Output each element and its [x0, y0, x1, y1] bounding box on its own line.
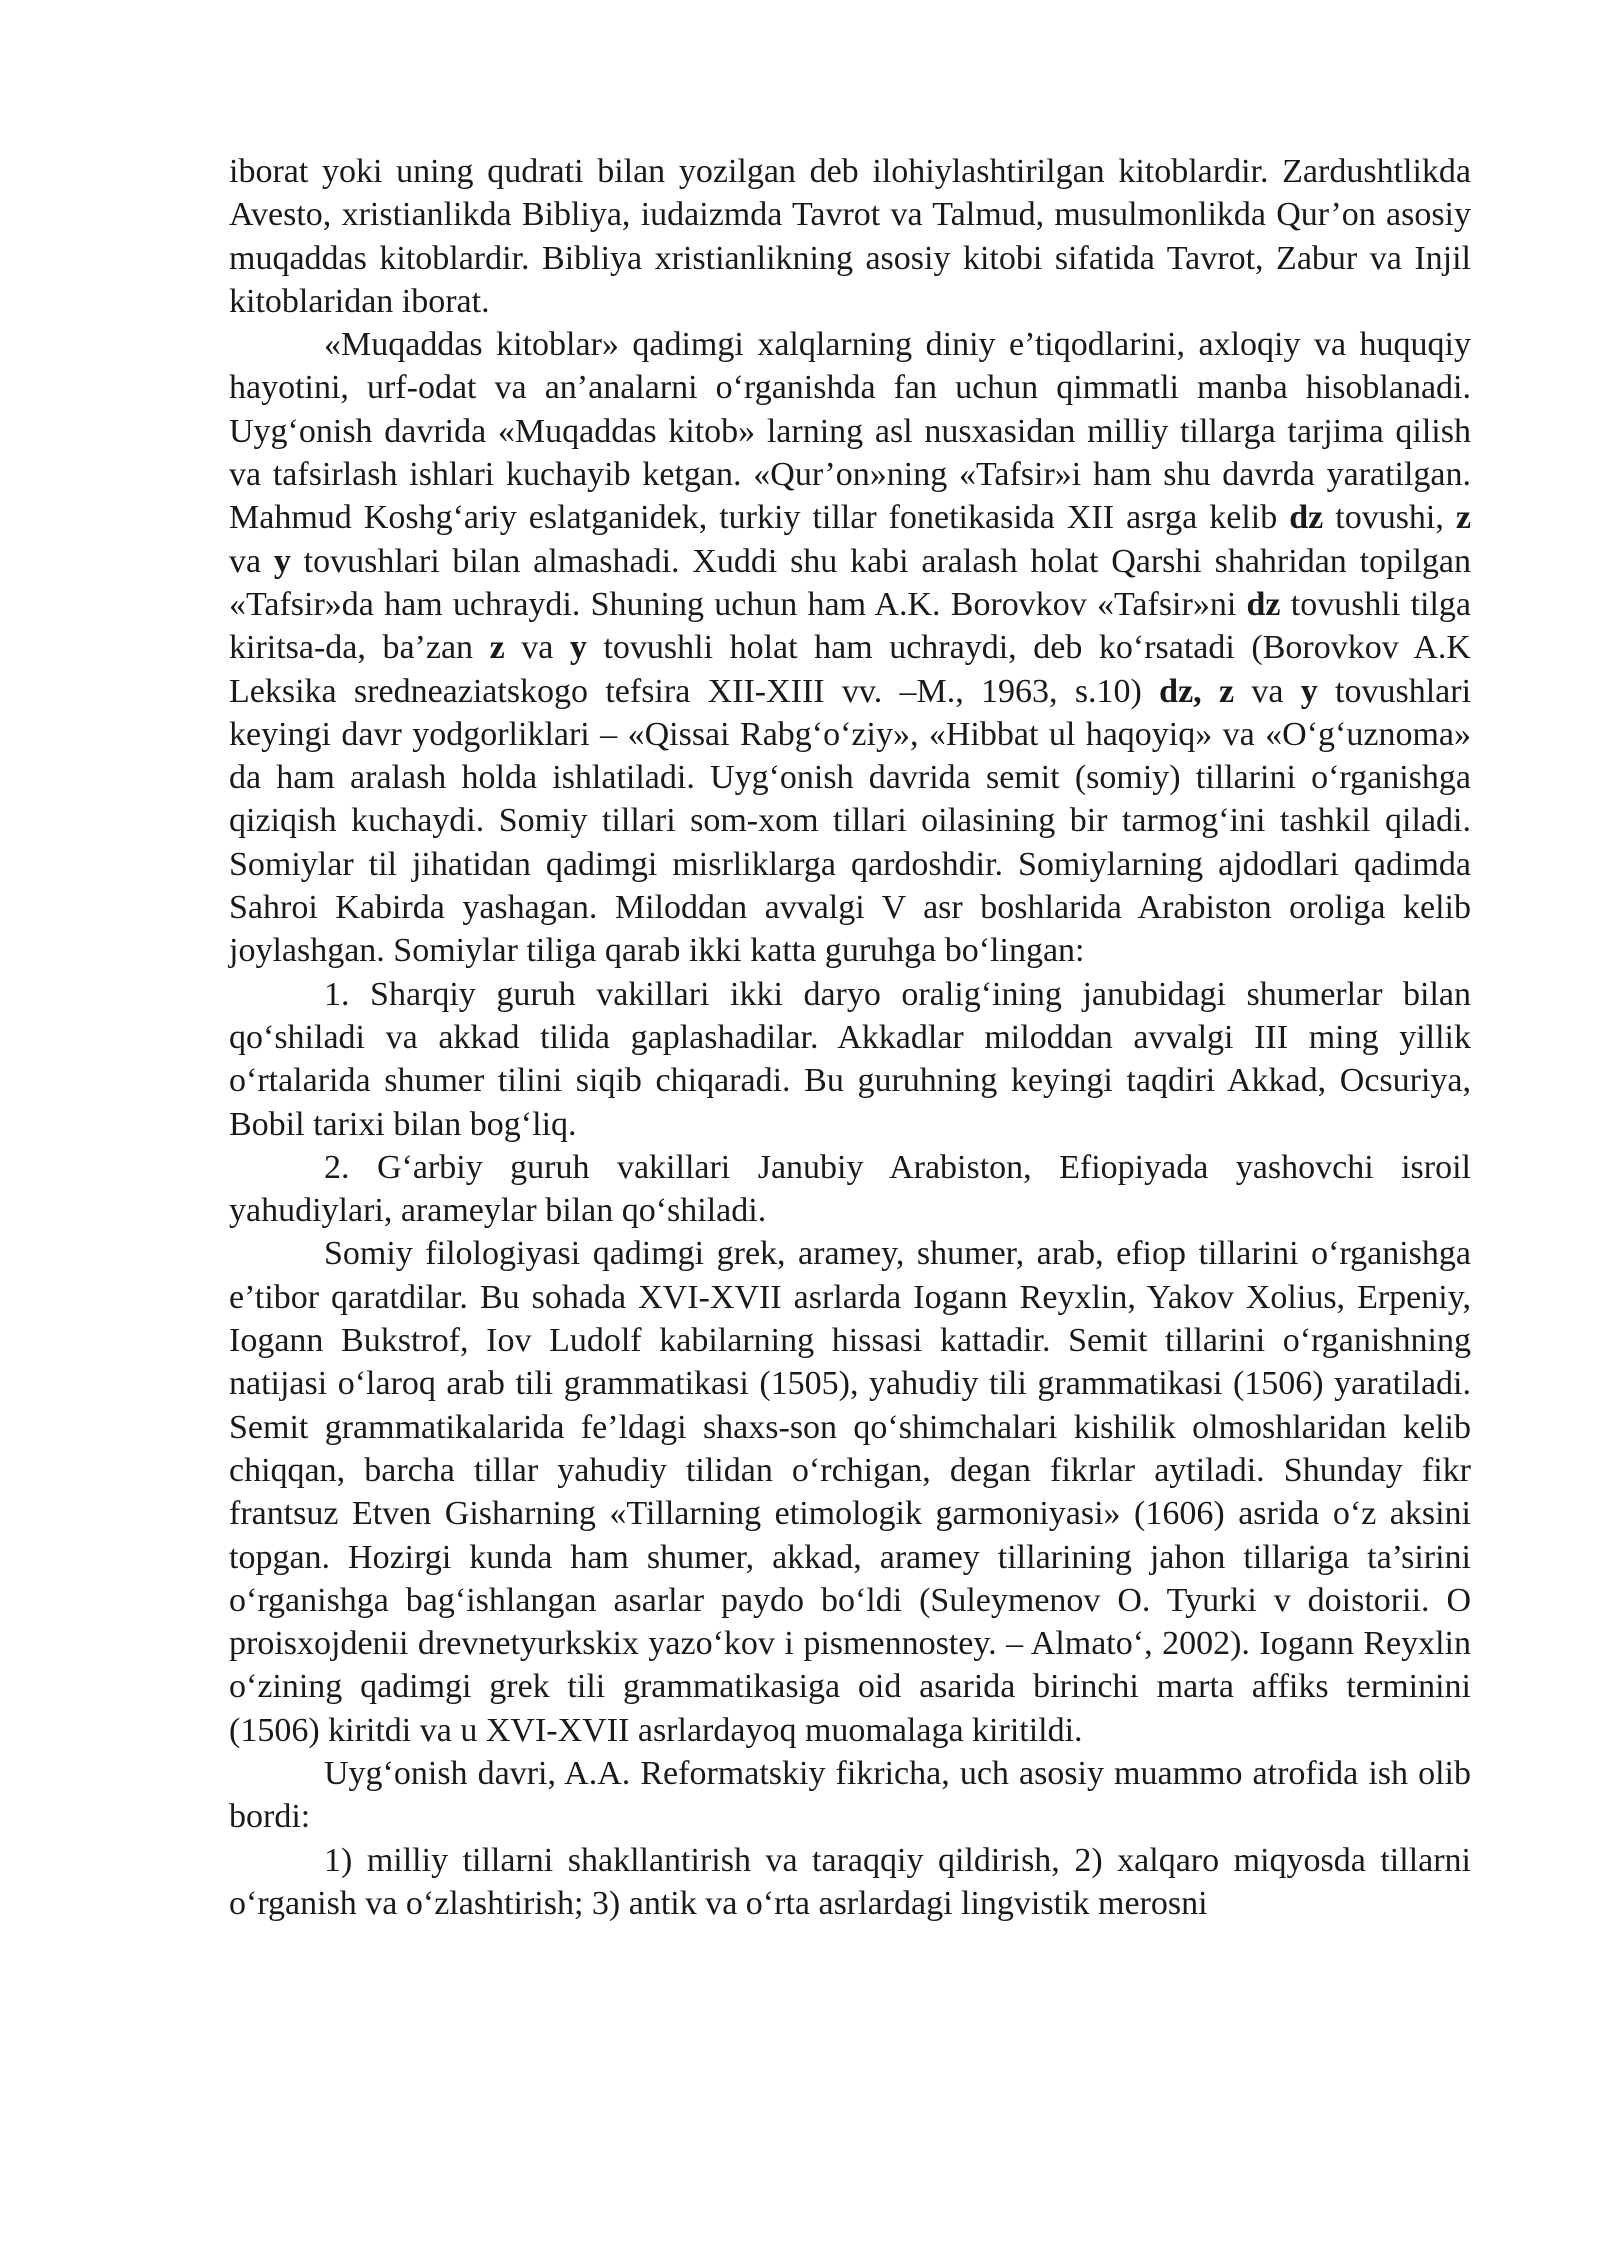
paragraph-p2 — [229, 323, 1471, 972]
text-run: 1. Sharqiy guruh vakillari ikki daryo oralig‘ining janubidagi shumerlar bilan qo‘shiladi va akkad tilida gaplashadilar. Akkadlar miloddan avvalgi III ming yillik o‘rtalarida shumer tilini siqib chiqaradi. Bu guruhning keyingi taqdiri Akkad, Ocsuriya, Bobil tarixi bilan bog‘liq. — [229, 975, 1471, 1143]
bold-term: dz — [1289, 499, 1324, 537]
paragraph-p4 — [229, 1146, 1471, 1233]
bold-term: dz — [1246, 585, 1281, 623]
bold-term: z — [1455, 499, 1471, 537]
text-run: va — [229, 542, 274, 580]
text-run: va — [1234, 672, 1301, 710]
text-run: tovushlari keyingi davr yodgorliklari – «Qissai Rabg‘o‘ziy», «Hibbat ul haqoyiq» va «O‘g‘uznoma» da ham aralash holda ishlatiladi. Uyg‘onish davrida semit (somiy) tillarini o‘rganishga qiziqish kuchaydi. Somiy tillari som-xom tillari oilasining bir tarmog‘ini tashkil qiladi. Somiylar til jihatidan qadimgi misrliklarga qardoshdir. Somiylarning ajdodlari qadimda Sahroi Kabirda yashagan. Miloddan avvalgi V asr boshlarida Arabiston oroliga kelib joylashgan. Somiylar tiliga qarab ikki katta guruhga bo‘lingan: — [229, 672, 1472, 970]
bold-term: y — [1300, 672, 1318, 710]
text-run: 1) milliy tillarni shakllantirish va taraqqiy qildirish, 2) xalqaro miqyosda tillarni o‘rganish va o‘zlashtirish; 3) antik va o‘rta asrlardagi lingvistik merosni — [229, 1841, 1471, 1922]
text-run: tovushli tilga kiritsa-da, ba’zan — [229, 585, 1471, 667]
text-run: 2. G‘arbiy guruh vakillari Janubiy Arabiston, Efiopiyada yashovchi isroil yahudiylari, arameylar bilan qo‘shiladi. — [229, 1148, 1471, 1230]
bold-term: dz, z — [1159, 672, 1235, 710]
text-run: tovushi, — [1323, 499, 1456, 537]
text-run: tovushlari bilan almashadi. Xuddi shu kabi aralash holat Qarshi shahridan topilgan «Tafsir»da ham uchraydi. Shuning uchun ham A.K. Borovkov «Tafsir»ni — [229, 542, 1472, 623]
paragraph-p5 — [229, 1232, 1471, 1752]
text-run: Somiy filologiyasi qadimgi grek, aramey, shumer, arab, efiop tillarini o‘rganishga e’tibor qaratdilar. Bu sohada XVI-XVII asrlarda Iogann Reyxlin, Yakov Xolius, Erpeniy, Iogann Bukstrof, Iov Ludolf kabilarning hissasi kattadir. Semit tillarini o‘rganishning natijasi o‘laroq arab tili grammatikasi (1505), yahudiy tili grammatikasi (1506) yaratiladi. Semit grammatikalarida fe’ldagi shaxs-son qo‘shimchalari kishilik olmoshlaridan kelib chiqqan, barcha tillar yahudiy tilidan o‘rchigan, degan fikrlar aytiladi. Shunday fikr frantsuz Etven Gisharning «Tillarning etimologik garmoniyasi» (1606) asrida o‘z aksini topgan. Hozirgi kunda ham shumer, akkad, aramey tillarining jahon tillariga ta’sirini o‘rganishga bag‘ishlangan asarlar paydo bo‘ldi (Suleymenov O. Tyurki v doistorii. O proisxojdenii drevnetyurkskix yazo‘kov i pismennostey. – Almato‘, 2002). Iogann Reyxlin o‘zining qadimgi grek tili grammatikasiga oid asarida birinchi marta affiks terminini (1506) kiritdi va u XVI-XVII asrlardayoq muomalaga kiritildi. — [229, 1235, 1471, 1749]
document-page — [229, 150, 1471, 1925]
text-run: iborat yoki uning qudrati bilan yozilgan deb ilohiylashtirilgan kitoblardir. Zardushtlikda Avesto, xristianlikda Bibliya, iudaizmda Tavrot va Talmud, musulmonlikda Qur’on asosiy muqaddas kitoblardir. Bibliya xristianlikning asosiy kitobi sifatida Tavrot, Zabur va Injil kitoblaridan iborat. — [229, 153, 1471, 320]
paragraph-p6 — [229, 1752, 1471, 1839]
text-run: va — [504, 629, 570, 667]
bold-term: z — [489, 629, 505, 667]
text-run: Uyg‘onish davri, A.A. Reformatskiy fikricha, uch asosiy muammo atrofida ish olib bordi: — [229, 1754, 1471, 1836]
paragraph-p1 — [229, 150, 1471, 323]
paragraph-p3 — [229, 973, 1471, 1146]
text-run: «Muqaddas kitoblar» qadimgi xalqlarning diniy e’tiqodlarini, axloqiy va huquqiy hayotini, urf-odat va an’analarni o‘rganishda fan uchun qimmatli manba hisoblanadi. Uyg‘onish davrida «Muqaddas kitob» larning asl nusxasidan milliy tillarga tarjima qilish va tafsirlash ishlari kuchayib ketgan. «Qur’on»ning «Tafsir»i ham shu davrda yaratilgan. Mahmud Koshg‘ariy eslatganidek, turkiy tillar fonetikasida XII asrga kelib — [229, 326, 1471, 537]
bold-term: y — [569, 629, 587, 667]
text-run: tovushli holat ham uchraydi, deb ko‘rsatadi (Borovkov A.K Leksika sredneaziatskogo tefsira XII-XIII vv. –M., 1963, s.10) — [229, 629, 1471, 710]
bold-term: y — [273, 542, 291, 580]
paragraph-p7 — [229, 1839, 1471, 1926]
